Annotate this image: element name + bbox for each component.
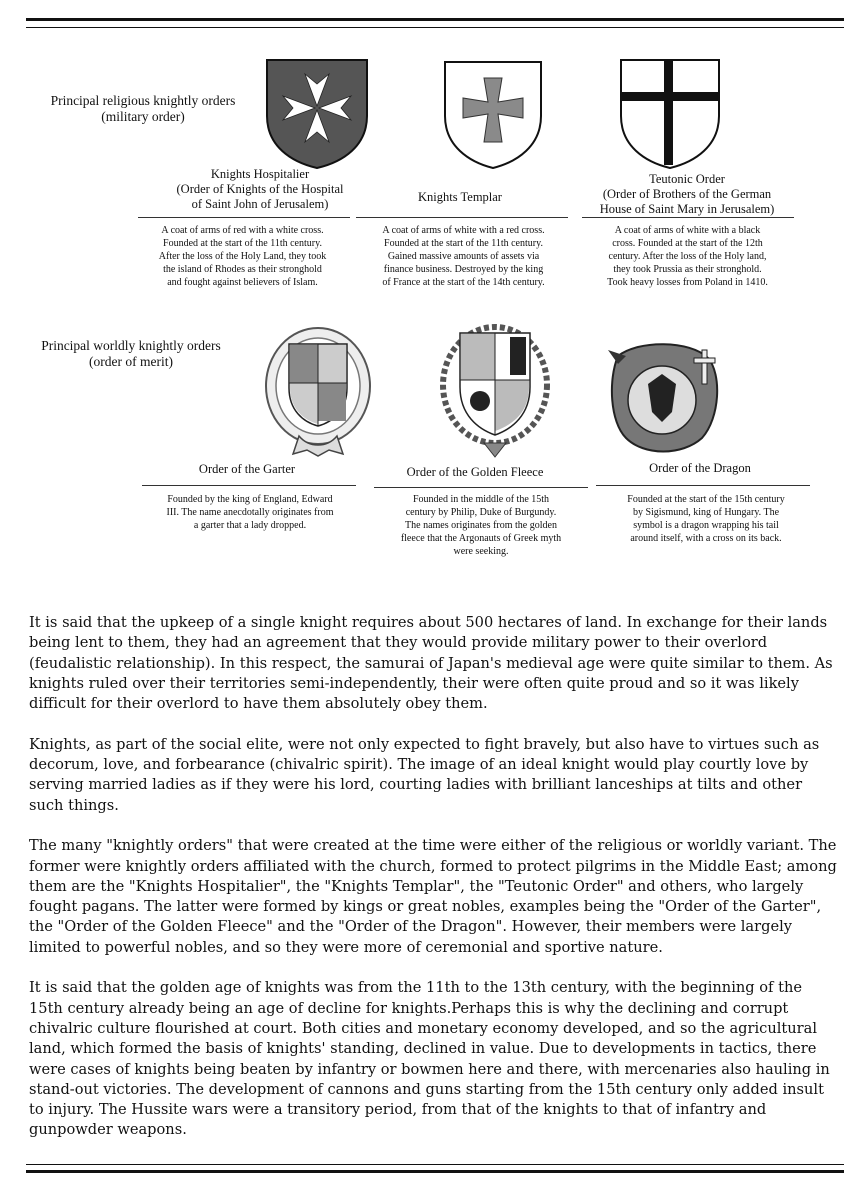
teutonic-caption: Teutonic Order (Order of Brothers of the German House of Saint Mary in Jerusalem) (599, 172, 775, 216)
body-text (29, 613, 837, 1161)
paragraph-1: It is said that the upkeep of a single knight requires about 500 hectares of land. In exchange for their lands being lent to them, they had an agreement that they would provide military power to their overlord (feudalistic relationship). In this respect, the samurai of Japan's medieval age were quite similar to them. As knights ruled over their territories semi-independently, their were often quite proud and so it was likely difficult for their overlord to have them absolutely obey them. (29, 614, 833, 713)
top-rule-thin (26, 27, 844, 28)
worldly-orders-label: Principal worldly knightly orders (order of merit) (41, 338, 221, 369)
golden-fleece-caption: Order of the Golden Fleece (406, 465, 544, 479)
divider-teutonic (582, 217, 794, 218)
dragon-caption: Order of the Dragon (649, 461, 751, 475)
templar-shield-icon (443, 60, 543, 170)
golden-fleece-emblem-icon (440, 323, 550, 461)
bottom-rule-thin (26, 1164, 844, 1165)
divider-templar (356, 217, 568, 218)
top-rule-thick (26, 18, 844, 21)
divider-golden-fleece (374, 487, 588, 488)
hospitaller-shield-icon (265, 58, 369, 170)
dragon-description: Founded at the start of the 15th century by Sigismund, king of Hungary. The symbol is a dragon wrapping his tail around itself, with a cross on its back. (627, 494, 785, 544)
hospitaller-caption: Knights Hospitalier (Order of Knights of the Hospital of Saint John of Jerusalem) (176, 167, 344, 211)
garter-description: Founded by the king of England, Edward III. The name anecdotally originates from a garter that a lady dropped. (166, 494, 334, 531)
religious-orders-label: Principal religious knightly orders (military order) (50, 93, 236, 124)
divider-hospitaller (138, 217, 350, 218)
garter-caption: Order of the Garter (198, 462, 296, 476)
teutonic-description: A coat of arms of white with a black cross. Founded at the start of the 12th century. After the loss of the Holy land, they took Prussia as their stronghold. Took heavy losses from Poland in 1410. (607, 225, 768, 288)
divider-garter (142, 485, 356, 486)
divider-dragon (596, 485, 810, 486)
paragraph-2: Knights, as part of the social elite, were not only expected to fight bravely, but also have to virtues such as decorum, love, and forbearance (chivalric spirit). The image of an ideal knight would play courtly love by serving married ladies as if they were his lord, courting ladies with brilliant lanceships at tilts and other such things. (29, 735, 820, 814)
bottom-rule-thick (26, 1170, 844, 1173)
hospitaller-description: A coat of arms of red with a white cross. Founded at the start of the 11th century. After the loss of the Holy Land, they took the island of Rhodes as their stronghold and fought against believers of Islam. (158, 225, 327, 288)
golden-fleece-description: Founded in the middle of the 15th century by Philip, Duke of Burgundy. The names originates from the golden fleece that the Argonauts of Greek myth were seeking. (400, 494, 562, 557)
paragraph-3: The many "knightly orders" that were created at the time were either of the religious or worldly variant. The former were knightly orders affiliated with the church, formed to protect pilgrims in the Middle East; among them are the "Knights Hospitalier", the "Knights Templar", the "Teutonic Order" and others, who largely fought pagans. The latter were formed by kings or great nobles, examples being the "Order of the Garter", the "Order of the Golden Fleece" and the "Order of the Dragon". However, their members were largely limited to powerful nobles, and so they were more of ceremonial and sportive nature. (29, 837, 837, 956)
templar-description: A coat of arms of white with a red cross. Founded at the start of the 11th century. Gained massive amounts of assets via finance business. Destroyed by the king of France at the start of the 14th century. (382, 225, 545, 288)
dragon-emblem-icon (604, 334, 724, 458)
paragraph-4: It is said that the golden age of knights was from the 11th to the 13th century, with the beginning of the 15th century already being an age of decline for knights.Perhaps this is why the declining and corrupt chivalric culture flourished at court. Both cities and monetary economy developed, and so the agricultural land, which formed the basis of knights' standing, declined in value. Due to developments in tactics, there were cases of knights being beaten by infantry or bowmen here and there, with mercenaries also hauling in stand-out victories. The development of cannons and guns starting from the 15th century only added insult to injury. The Hussite wars were a transitory period, from that of the knights to that of infantry and gunpowder weapons. (29, 979, 830, 1139)
teutonic-shield-icon (619, 58, 721, 170)
garter-emblem-icon (263, 326, 373, 458)
templar-caption: Knights Templar (418, 190, 502, 204)
